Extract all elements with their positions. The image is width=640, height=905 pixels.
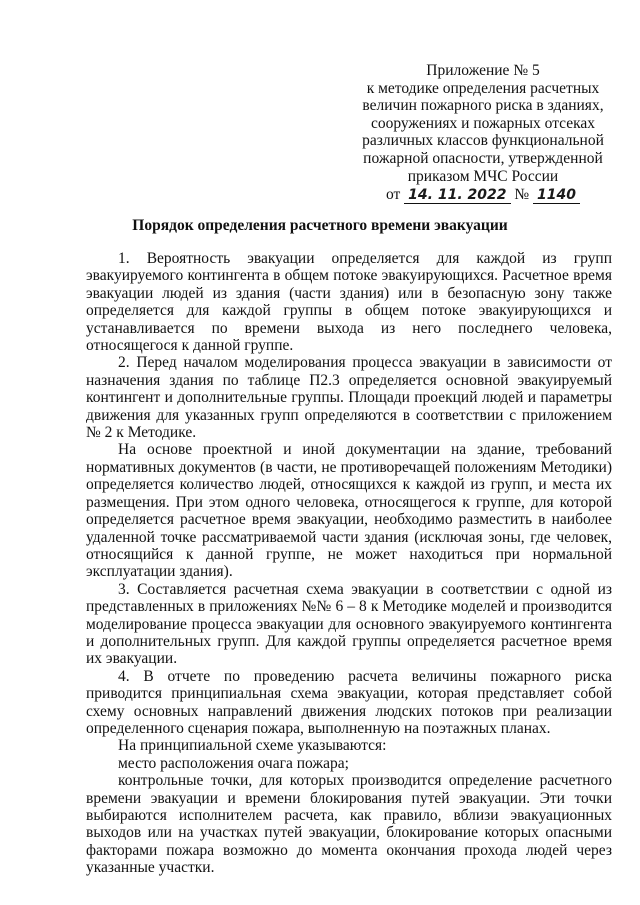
annex-line: к методике определения расчетных <box>366 79 600 97</box>
paragraph-3: 3. Составляется расчетная схема эвакуации в соответствии с одной из представленных в приложениях №№ 6 – 8 к Методике моделей и производится моделирование процесса эвакуации для основного эвакуируемого контингента и дополнительных групп. Для каждой группы определяется расчетное время их эвакуации. <box>86 580 612 668</box>
handwritten-date: 14. 11. 2022 <box>404 188 510 204</box>
paragraph-2-continued: На основе проектной и иной документации на здание, требований нормативных документов (в части, не противоречащей положениям Методики) определяется количество людей, относящихся к каждой из групп, и места их размещения. При этом одного человека, относящегося к группе, для которой определяется расчетное время эвакуации, необходимо разместить в наиболее удаленной точке рассматриваемой части здания (исключая зоны, где человек, относящийся к данной группе, не может находиться при нормальной эксплуатации здания). <box>86 441 612 581</box>
document-title: Порядок определения расчетного времени эвакуации <box>132 217 508 234</box>
paragraph-2: 2. Перед началом моделирования процесса эвакуации в зависимости от назначения здания по таблице П2.3 определяется основной эвакуируемый контингент и дополнительные группы. Площади проекций людей и параметры движения для указанных групп определяются в соответствии с приложением № 2 к Методике. <box>86 354 612 442</box>
order-date-number <box>352 186 614 204</box>
annex-line: величин пожарного риска в зданиях, <box>362 97 604 115</box>
date-prefix: от <box>385 186 401 204</box>
annex-line: сооружениях и пожарных отсеках <box>370 114 596 132</box>
document-body <box>86 250 612 877</box>
annex-line: пожарной опасности, утвержденной <box>363 149 603 167</box>
number-sign: № <box>514 186 530 204</box>
scheme-item-fire-location: место расположения очага пожара; <box>118 754 349 772</box>
annex-title: Приложение № 5 <box>426 62 540 79</box>
scheme-items-heading: На принципиальной схеме указываются: <box>118 737 387 755</box>
annex-header <box>352 62 614 204</box>
paragraph-4: 4. В отчете по проведению расчета величины пожарного риска приводится принципиальная схема эвакуации, которая представляет собой схему основных направлений движения людских потоков при реализации определенного сценария пожара, выполненную на поэтажных планах. <box>86 667 612 737</box>
handwritten-number: 1140 <box>533 188 580 204</box>
scheme-item-control-points: контрольные точки, для которых производится определение расчетного времени эвакуации и времени блокирования путей эвакуации. Эти точки выбираются исполнителем расчета, как правило, вблизи эвакуационных выходов или на участках путей эвакуации, блокирование которых опасными факторами пожара возможно до момента окончания прохода людей через указанные участки. <box>86 772 612 877</box>
annex-line: различных классов функциональной <box>362 132 604 150</box>
paragraph-1: 1. Вероятность эвакуации определяется для каждой из групп эвакуируемого контингента в общем потоке эвакуирующихся. Расчетное время эвакуации людей из здания (части здания) или в безопасную зону также определяется для каждой группы в общем потоке эвакуирующихся и устанавливается по времени выхода из него последнего человека, относящегося к данной группе. <box>86 250 612 355</box>
annex-line: приказом МЧС России <box>407 167 559 185</box>
